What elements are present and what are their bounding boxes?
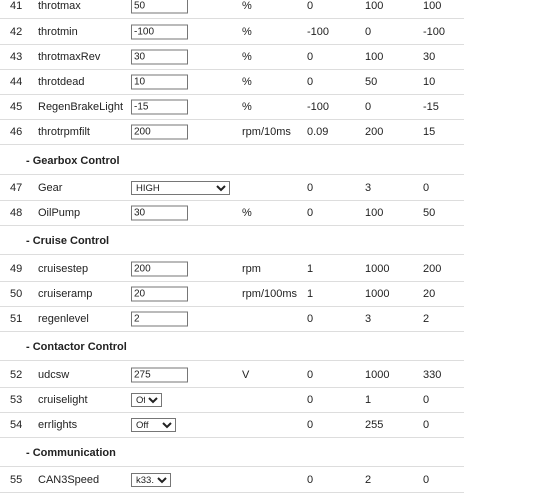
param-value-cell bbox=[131, 0, 188, 14]
param-value-cell bbox=[131, 262, 188, 277]
param-name: cruiseramp bbox=[38, 288, 93, 300]
param-default: 0 bbox=[423, 474, 430, 486]
param-row-cruiselight bbox=[0, 388, 464, 413]
param-unit: rpm bbox=[242, 263, 261, 275]
param-name: cruisestep bbox=[38, 263, 89, 275]
param-index: 50 bbox=[10, 288, 23, 300]
param-min: 0 bbox=[307, 369, 314, 381]
param-max: 200 bbox=[365, 126, 384, 138]
param-index: 48 bbox=[10, 207, 23, 219]
param-row-throtmaxrev bbox=[0, 45, 464, 70]
param-max: 3 bbox=[365, 313, 372, 325]
throtrpmfilt-input[interactable] bbox=[131, 125, 188, 140]
regenbrakelight-input[interactable] bbox=[131, 100, 188, 115]
param-name: throtrpmfilt bbox=[38, 126, 90, 138]
param-min: 0 bbox=[307, 182, 314, 194]
section-header-gearbox bbox=[0, 147, 464, 175]
param-value-cell bbox=[131, 368, 188, 383]
param-max: 50 bbox=[365, 76, 378, 88]
param-index: 45 bbox=[10, 101, 23, 113]
param-default: 50 bbox=[423, 207, 436, 219]
param-index: 42 bbox=[10, 26, 23, 38]
cruiseramp-input[interactable] bbox=[131, 287, 188, 302]
param-value-cell bbox=[131, 418, 176, 432]
param-unit: % bbox=[242, 26, 252, 38]
section-header-contactor bbox=[0, 333, 464, 361]
param-index: 43 bbox=[10, 51, 23, 63]
param-row-errlights bbox=[0, 413, 464, 438]
param-default: -100 bbox=[423, 26, 446, 38]
section-title: - Contactor Control bbox=[26, 340, 127, 353]
param-min: 0.09 bbox=[307, 126, 329, 138]
param-max: 1 bbox=[365, 394, 372, 406]
param-row-regenbrakelight bbox=[0, 95, 464, 120]
param-name: regenlevel bbox=[38, 313, 89, 325]
param-value-cell bbox=[131, 75, 188, 90]
param-default: 20 bbox=[423, 288, 436, 300]
param-name: udcsw bbox=[38, 369, 70, 381]
param-index: 41 bbox=[10, 0, 23, 12]
section-title: - Gearbox Control bbox=[26, 154, 120, 167]
param-row-throtmin bbox=[0, 20, 464, 45]
errlights-select[interactable] bbox=[131, 418, 176, 432]
param-min: 0 bbox=[307, 313, 314, 325]
param-unit: rpm/10ms bbox=[242, 126, 291, 138]
param-index: 44 bbox=[10, 76, 23, 88]
param-index: 55 bbox=[10, 474, 23, 486]
section-header-cruise bbox=[0, 227, 464, 255]
param-unit: V bbox=[242, 369, 250, 381]
param-min: 0 bbox=[307, 0, 314, 12]
param-max: 3 bbox=[365, 182, 372, 194]
param-value-cell bbox=[131, 50, 188, 65]
param-row-can3speed bbox=[0, 468, 464, 493]
param-row-throtdead bbox=[0, 70, 464, 95]
param-default: 0 bbox=[423, 182, 430, 194]
throtmaxrev-input[interactable] bbox=[131, 50, 188, 65]
param-name: throtdead bbox=[38, 76, 85, 88]
param-unit: rpm/100ms bbox=[242, 288, 298, 300]
param-name: RegenBrakeLight bbox=[38, 101, 124, 113]
param-default: 330 bbox=[423, 369, 442, 381]
param-max: 100 bbox=[365, 0, 384, 12]
param-min: 0 bbox=[307, 51, 314, 63]
param-default: 0 bbox=[423, 419, 430, 431]
param-index: 49 bbox=[10, 263, 23, 275]
param-min: -100 bbox=[307, 26, 330, 38]
param-min: 0 bbox=[307, 394, 314, 406]
param-row-throtmax bbox=[0, 0, 464, 19]
param-min: 1 bbox=[307, 288, 314, 300]
param-value-cell bbox=[131, 100, 188, 115]
udcsw-input[interactable] bbox=[131, 368, 188, 383]
param-min: 0 bbox=[307, 76, 314, 88]
param-max: 1000 bbox=[365, 369, 390, 381]
section-title: - Cruise Control bbox=[26, 234, 110, 247]
param-default: 30 bbox=[423, 51, 436, 63]
throtdead-input[interactable] bbox=[131, 75, 188, 90]
gear-select[interactable] bbox=[131, 181, 230, 195]
oilpump-input[interactable] bbox=[131, 206, 188, 221]
param-value-cell bbox=[131, 206, 188, 221]
param-default: 10 bbox=[423, 76, 436, 88]
param-unit: % bbox=[242, 101, 252, 113]
param-index: 47 bbox=[10, 182, 23, 194]
param-index: 51 bbox=[10, 313, 23, 325]
section-title: - Communication bbox=[26, 446, 116, 459]
param-row-oilpump bbox=[0, 201, 464, 226]
param-default: 0 bbox=[423, 394, 430, 406]
cruiselight-select[interactable] bbox=[131, 393, 162, 407]
param-min: -100 bbox=[307, 101, 330, 113]
param-min: 1 bbox=[307, 263, 314, 275]
param-max: 100 bbox=[365, 207, 384, 219]
param-unit: % bbox=[242, 207, 252, 219]
param-row-regenlevel bbox=[0, 307, 464, 332]
param-value-cell bbox=[131, 181, 230, 195]
param-max: 1000 bbox=[365, 288, 390, 300]
param-value-cell bbox=[131, 125, 188, 140]
param-name: errlights bbox=[38, 419, 78, 431]
param-name: throtmax bbox=[38, 0, 81, 12]
param-index: 52 bbox=[10, 369, 23, 381]
param-row-gear bbox=[0, 176, 464, 201]
param-value-cell bbox=[131, 25, 188, 40]
param-value-cell bbox=[131, 393, 162, 407]
param-row-cruisestep bbox=[0, 257, 464, 282]
param-name: throtmin bbox=[38, 26, 78, 38]
param-row-udcsw bbox=[0, 363, 464, 388]
cruisestep-input[interactable] bbox=[131, 262, 188, 277]
param-max: 100 bbox=[365, 51, 384, 63]
param-max: 1000 bbox=[365, 263, 390, 275]
param-name: OilPump bbox=[38, 207, 81, 219]
can3speed-select[interactable] bbox=[131, 473, 171, 487]
param-row-throtrpmfilt bbox=[0, 120, 464, 145]
param-name: Gear bbox=[38, 182, 63, 194]
param-min: 0 bbox=[307, 419, 314, 431]
regenlevel-input[interactable] bbox=[131, 312, 188, 327]
param-row-cruiseramp bbox=[0, 282, 464, 307]
param-default: -15 bbox=[423, 101, 439, 113]
param-default: 2 bbox=[423, 313, 430, 325]
param-unit: % bbox=[242, 0, 252, 12]
section-header-communication bbox=[0, 439, 464, 467]
param-name: cruiselight bbox=[38, 394, 88, 406]
param-value-cell bbox=[131, 287, 188, 302]
param-min: 0 bbox=[307, 207, 314, 219]
param-index: 53 bbox=[10, 394, 23, 406]
param-default: 200 bbox=[423, 263, 442, 275]
throtmin-input[interactable] bbox=[131, 25, 188, 40]
param-index: 54 bbox=[10, 419, 23, 431]
param-max: 0 bbox=[365, 101, 372, 113]
param-max: 0 bbox=[365, 26, 372, 38]
param-index: 46 bbox=[10, 126, 23, 138]
param-max: 2 bbox=[365, 474, 372, 486]
param-name: CAN3Speed bbox=[38, 474, 100, 486]
param-min: 0 bbox=[307, 474, 314, 486]
param-value-cell bbox=[131, 473, 171, 487]
throtmax-input[interactable] bbox=[131, 0, 188, 14]
param-value-cell bbox=[131, 312, 188, 327]
param-unit: % bbox=[242, 76, 252, 88]
param-name: throtmaxRev bbox=[38, 51, 101, 63]
param-default: 15 bbox=[423, 126, 436, 138]
param-max: 255 bbox=[365, 419, 384, 431]
param-default: 100 bbox=[423, 0, 442, 12]
param-unit: % bbox=[242, 51, 252, 63]
